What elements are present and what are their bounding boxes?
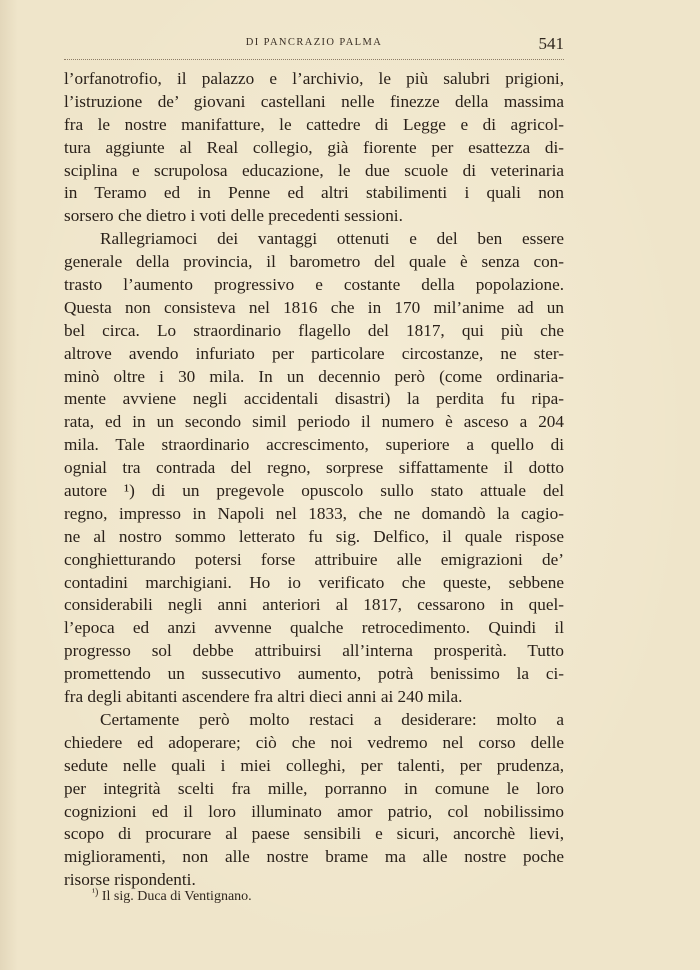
text-line: rata, ed in un secondo simil periodo il numero è asceso a 204	[64, 412, 564, 432]
text-line: mila. Tale straordinario accrescimento, superiore a quello di	[64, 435, 564, 455]
text-line: Rallegriamoci dei vantaggi ottenuti e del ben essere	[100, 229, 564, 249]
running-title: DI PANCRAZIO PALMA	[245, 37, 383, 48]
text-line: scopo di procurare al paese sensibili e sicuri, ancorchè lievi,	[64, 824, 564, 844]
text-line: ognial tra contrada del regno, sorprese siffattamente il dotto	[64, 458, 564, 478]
text-line: risorse rispondenti.	[64, 870, 196, 890]
text-line: generale della provincia, il barometro del quale è senza con-	[64, 252, 564, 272]
footnote-text: Il sig. Duca di Ventignano.	[101, 889, 252, 904]
page-header	[64, 34, 564, 58]
header-divider	[64, 59, 564, 60]
text-line: conghietturando potersi forse attribuire alle emigrazioni de’	[64, 549, 564, 569]
text-line: regno, impresso in Napoli nel 1833, che ne domandò la cagio-	[64, 503, 564, 523]
text-line: mente avviene negli accidentali disastri) la perdita fu ripa-	[64, 389, 564, 409]
text-line: fra le nostre manifatture, le cattedre di Legge e di agricol-	[64, 114, 564, 134]
text-line: progresso sol debbe attribuirsi all’interna prosperità. Tutto	[64, 641, 564, 661]
paragraph	[64, 68, 564, 228]
text-line: Certamente però molto restaci a desiderare: molto a	[100, 709, 564, 729]
text-line: trasto l’aumento progressivo e costante della popolazione.	[64, 275, 564, 295]
text-line: Questa non consisteva nel 1816 che in 170 mil’anime ad un	[64, 297, 564, 317]
text-line: sedute nelle quali i miei colleghi, per talenti, per prudenza,	[64, 755, 564, 775]
page-number: 541	[538, 34, 564, 53]
text-line: sciplina e scrupolosa educazione, le due scuole di veterinaria	[64, 160, 564, 180]
text-line: tura aggiunte al Real collegio, già fiorente per esattezza di-	[64, 137, 564, 157]
paragraph	[64, 228, 564, 709]
text-line: chiedere ed adoperare; ciò che noi vedremo nel corso delle	[64, 732, 564, 752]
text-line: altrove avendo infuriato per particolare circostanze, ne ster-	[64, 343, 564, 363]
text-line: fra degli abitanti ascendere fra altri dieci anni ai 240 mila.	[64, 687, 463, 707]
footnote	[92, 887, 252, 905]
text-line: autore ¹) di un pregevole opuscolo sullo stato attuale del	[64, 481, 564, 501]
text-line: ne al nostro sommo letterato fu sig. Delfico, il quale rispose	[64, 526, 564, 546]
text-line: minò oltre i 30 mila. In un decennio però (come ordinaria-	[64, 366, 564, 386]
text-line: contadini marchigiani. Ho io verificato che queste, sebbene	[64, 572, 564, 592]
text-line: l’epoca ed anzi avvenne qualche retrocedimento. Quindi il	[64, 618, 564, 638]
text-line: per integrità scelti fra mille, porranno in comune le loro	[64, 778, 564, 798]
text-line: l’istruzione de’ giovani castellani nelle finezze della massima	[64, 91, 564, 111]
paragraph	[64, 709, 564, 892]
body-text	[64, 68, 564, 892]
text-line: bel circa. Lo straordinario flagello del 1817, qui più che	[64, 320, 564, 340]
text-line: promettendo un sussecutivo aumento, potrà benissimo la ci-	[64, 664, 564, 684]
text-line: sorsero che dietro i voti delle precedenti sessioni.	[64, 206, 403, 226]
text-line: miglioramenti, non alle nostre brame ma alle nostre poche	[64, 847, 564, 867]
text-line: in Teramo ed in Penne ed altri stabilimenti i quali non	[64, 183, 564, 203]
text-line: considerabili negli anni anteriori al 1817, cessarono in quel-	[64, 595, 564, 615]
text-line: l’orfanotrofio, il palazzo e l’archivio, le più salubri prigioni,	[64, 69, 564, 88]
footnote-mark: ¹)	[92, 887, 99, 898]
text-line: cognizioni ed il loro illuminato amor patrio, col nobilissimo	[64, 801, 564, 821]
